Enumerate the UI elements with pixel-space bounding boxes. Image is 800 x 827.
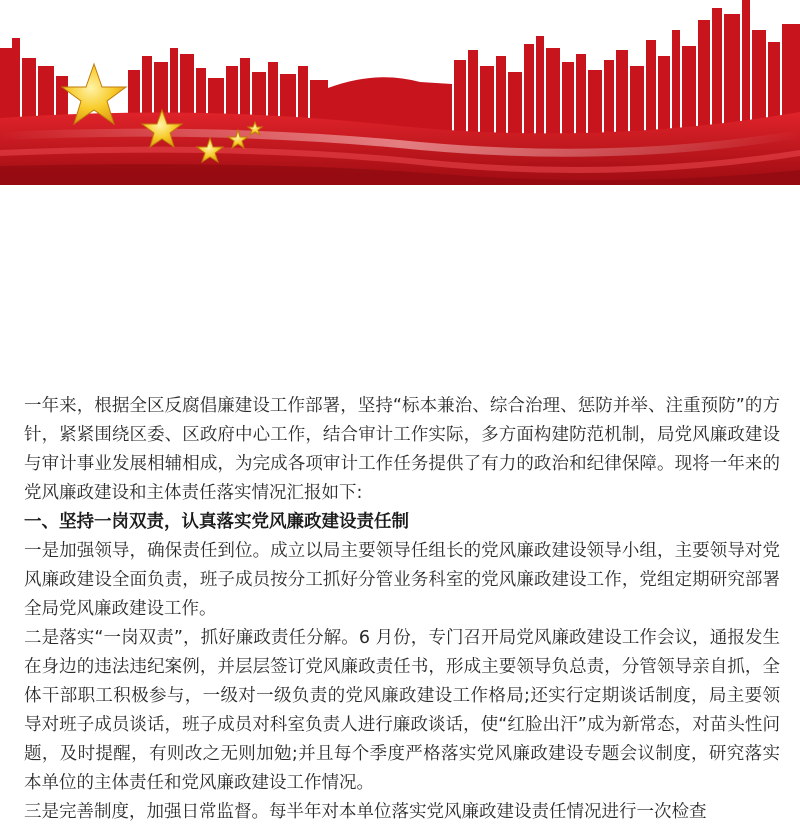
body-paragraph: 一是加强领导，确保责任到位。成立以局主要领导任组长的党风廉政建设领导小组，主要领导对党风廉政建设全面负责，班子成员按分工抓好分管业务科室的党风廉政建设工作，党组定期研究部署全局党风廉政建设工作。: [24, 541, 780, 619]
body-paragraph: 二是落实“一岗双责”，抓好廉政责任分解。6 月份，专门召开局党风廉政建设工作会议，通报发生在身边的违法违纪案例，并层层签订党风廉政责任书，形成主要领导负总责，分管领导亲自抓，全体干部职工积极参与，一级对一级负责的党风廉政建设工作格局;还实行定期谈话制度，局主要领导对班子成员谈话，班子成员对科室负责人进行廉政谈话，使“红脸出汗”成为新常态，对苗头性问题，及时提醒，有则改之无则加勉;并且每个季度严格落实党风廉政建设专题会议制度，研究落实本单位的主体责任和党风廉政建设工作情况。: [24, 628, 780, 793]
document-body: [24, 392, 780, 827]
body-paragraph-cut-off: 三是完善制度，加强日常监督。每半年对本单位落实党风廉政建设责任情况进行一次检查: [24, 802, 707, 822]
banner-graphic: [0, 0, 800, 185]
header-banner: [0, 0, 800, 185]
intro-paragraph: 一年来，根据全区反腐倡廉建设工作部署，坚持“标本兼治、综合治理、惩防并举、注重预防”的方针，紧紧围绕区委、区政府中心工作，结合审计工作实际，多方面构建防范机制，局党风廉政建设与审计事业发展相辅相成，为完成各项审计工作任务提供了有力的政治和纪律保障。现将一年来的党风廉政建设和主体责任落实情况汇报如下:: [24, 396, 780, 503]
section-heading: 一、坚持一岗双责，认真落实党风廉政建设责任制: [24, 512, 409, 532]
